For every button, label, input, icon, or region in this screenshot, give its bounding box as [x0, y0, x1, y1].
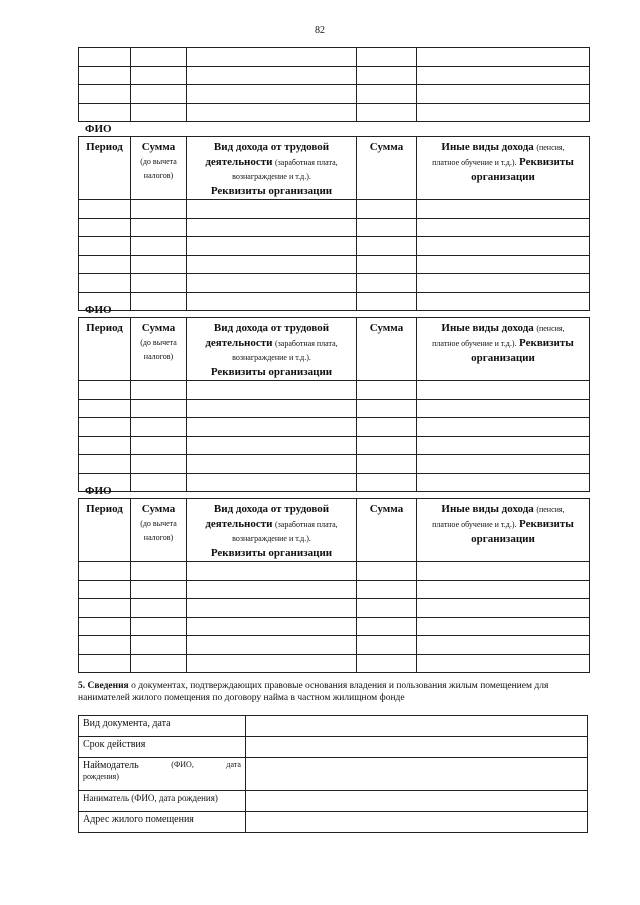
table-row [79, 654, 590, 673]
labor-income-header: Вид дохода от трудовой [213, 503, 330, 515]
table-row [79, 48, 590, 67]
labor-income-header: Вид дохода от трудовой [213, 141, 330, 153]
table-row [79, 103, 590, 122]
table-row [79, 737, 588, 758]
page-number: 82 [315, 25, 325, 36]
table-header-row: Период Сумма (до вычета налогов) Вид дохода от трудовой деятельности (заработная плата, вознаграждение и т.д.). Реквизиты организации Сумма Иные виды дохода (пенсия, платное обучение и т.д.). Реквизиты организации [79, 137, 590, 200]
address-label: Адрес жилого помещения [79, 812, 246, 833]
table-row [79, 218, 590, 237]
table-row [79, 66, 590, 85]
landlord-value[interactable] [246, 758, 588, 791]
income-table-top [78, 47, 590, 122]
table-row [79, 473, 590, 492]
doc-type-label: Вид документа, дата [79, 716, 246, 737]
fio-label: ФИО [85, 304, 112, 316]
sum2-header: Сумма [369, 141, 404, 153]
table-row [79, 399, 590, 418]
table-row [79, 617, 590, 636]
doc-type-value[interactable] [246, 716, 588, 737]
table-row [79, 274, 590, 293]
table-row [79, 455, 590, 474]
table-row [79, 436, 590, 455]
table-row [79, 237, 590, 256]
sum-header: Сумма [141, 322, 176, 334]
income-table-3 [78, 498, 590, 673]
table-row [79, 758, 588, 791]
section-5-text [78, 680, 594, 704]
other-income-header: Иные виды дохода [441, 503, 534, 515]
section-5-body: о документах, подтверждающих правовые основания владения и пользования жилым помещением для нанимателей жилого помещения по договору найма в частном жилищном фонде [78, 681, 549, 703]
labor-income-header: Вид дохода от трудовой [213, 322, 330, 334]
table-row [79, 418, 590, 437]
income-table-2 [78, 317, 590, 492]
sum2-header: Сумма [369, 503, 404, 515]
sum2-header: Сумма [369, 322, 404, 334]
landlord-label: Наймодатель (ФИО, дата рождения) [79, 758, 246, 791]
income-table-1 [78, 136, 590, 311]
tenant-value[interactable] [246, 791, 588, 812]
other-income-header: Иные виды дохода [441, 322, 534, 334]
table-header-row: Период Сумма (до вычета налогов) Вид дохода от трудовой деятельности (заработная плата, вознаграждение и т.д.). Реквизиты организации Сумма Иные виды дохода (пенсия, платное обучение и т.д.). Реквизиты организации [79, 318, 590, 381]
other-income-header: Иные виды дохода [441, 141, 534, 153]
fio-label: ФИО [85, 123, 112, 135]
period-header: Период [86, 322, 123, 334]
table-row [79, 200, 590, 219]
table-row [79, 580, 590, 599]
table-row [79, 716, 588, 737]
table-row [79, 812, 588, 833]
validity-value[interactable] [246, 737, 588, 758]
sum-header: Сумма [141, 503, 176, 515]
table-row [79, 562, 590, 581]
table-row [79, 636, 590, 655]
period-header: Период [86, 503, 123, 515]
address-value[interactable] [246, 812, 588, 833]
table-row [79, 255, 590, 274]
section-5-heading: 5. Сведения [78, 681, 129, 691]
table-row [79, 85, 590, 104]
sum-header: Сумма [141, 141, 176, 153]
fio-label: ФИО [85, 485, 112, 497]
table-row [79, 292, 590, 311]
period-header: Период [86, 141, 123, 153]
document-table [78, 715, 588, 833]
table-header-row: Период Сумма (до вычета налогов) Вид дохода от трудовой деятельности (заработная плата, вознаграждение и т.д.). Реквизиты организации Сумма Иные виды дохода (пенсия, платное обучение и т.д.). Реквизиты организации [79, 499, 590, 562]
validity-label: Срок действия [79, 737, 246, 758]
table-row [79, 599, 590, 618]
tenant-label: Наниматель (ФИО, дата рождения) [79, 791, 246, 812]
table-row [79, 381, 590, 400]
table-row [79, 791, 588, 812]
